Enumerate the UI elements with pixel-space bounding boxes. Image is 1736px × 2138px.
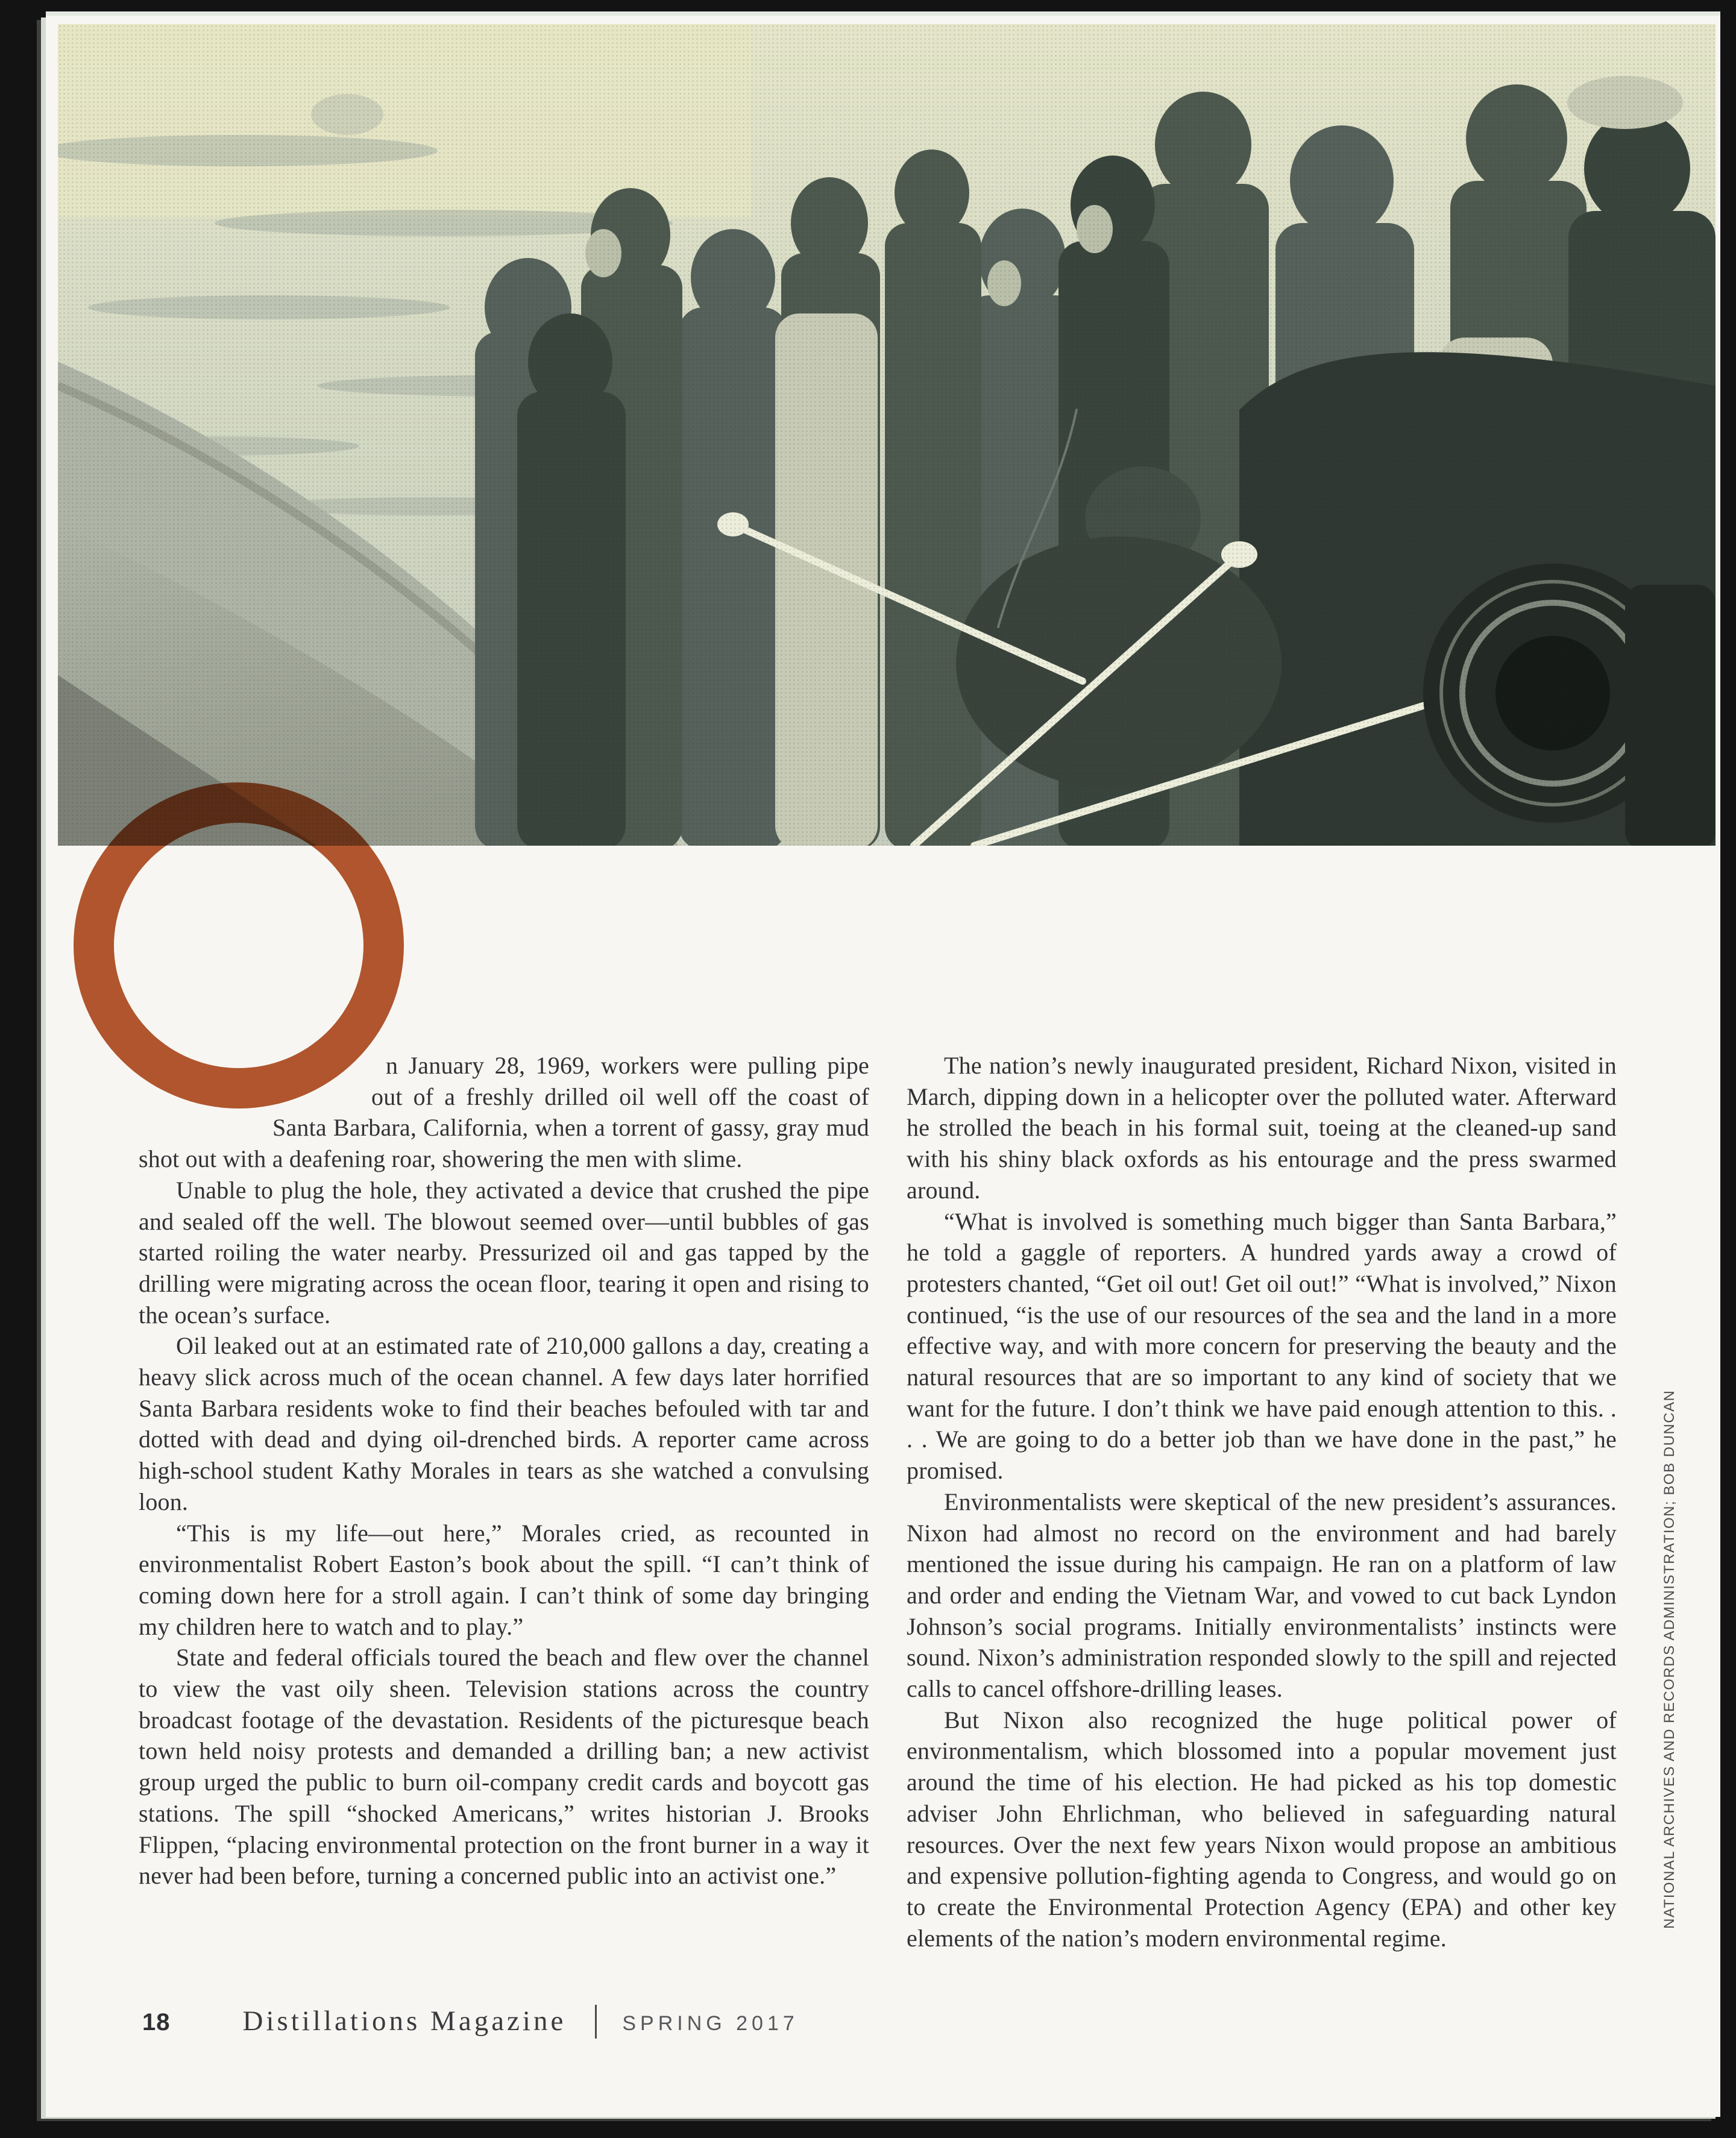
drop-cap-wrap-spacer xyxy=(139,1081,371,1111)
footer-divider xyxy=(595,2005,597,2039)
page-number: 18 xyxy=(142,2009,171,2036)
magazine-title: Distillations Magazine xyxy=(242,2005,567,2037)
issue-label: SPRING 2017 xyxy=(622,2012,799,2035)
photo-sun-glare xyxy=(58,24,751,217)
paragraph: n January 28, 1969, workers were pulling pipe out of a freshly drilled oil well off the coast of Santa Barbara, California, when a torrent of gassy, gray mud shot out with a deafening roar, showering the men with slime. xyxy=(139,1052,869,1173)
page-sheet xyxy=(46,16,1720,2117)
drop-cap-wrap-spacer xyxy=(139,1111,272,1142)
paragraph: Environmentalists were skeptical of the new president’s assurances. Nixon had almost no record on the environment and had barely mentioned the issue during his campaign. He ran on a platform of law and order and ending the Vietnam War, and vowed to cut back Lyndon Johnson’s social programs. Initially environmentalists’ instincts were sound. Nixon’s administration responded slowly to the spill and rejected calls to cancel offshore-drilling leases. xyxy=(907,1488,1617,1703)
beach-press-photo-art xyxy=(58,24,1716,846)
page-footer xyxy=(142,2005,799,2039)
paragraph: Oil leaked out at an estimated rate of 210,000 gallons a day, creating a heavy slick across much of the ocean channel. A few days later horrified Santa Barbara residents woke to find their beaches befouled with tar and dotted with dead and dying oil-drenched birds. A reporter came across high-school student Kathy Morales in tears as she watched a convulsing loon. xyxy=(139,1332,869,1515)
paragraph: Unable to plug the hole, they activated a device that crushed the pipe and sealed off the well. The blowout seemed over—until bubbles of gas started roiling the water nearby. Pressurized oil and gas tapped by the drilling were migrating across the ocean floor, tearing it open and rising to the ocean’s surface. xyxy=(139,1176,869,1328)
paragraph: “This is my life—out here,” Morales cried, as recounted in environmentalist Robert Easton’s book about the spill. “I can’t think of coming down here for a stroll again. I can’t think of some day bringing my children here to watch and to play.” xyxy=(139,1519,869,1640)
drop-cap-wrap-spacer xyxy=(139,1050,386,1081)
paragraph: The nation’s newly inaugurated president, Richard Nixon, visited in March, dipping down in a helicopter over the polluted water. Afterward he strolled the beach in his formal suit, toeing at the cleaned-up sand with his shiny black oxfords as his entourage and the press swarmed around. xyxy=(907,1052,1617,1204)
article-column-right xyxy=(907,1050,1617,1954)
paragraph: “What is involved is something much bigger than Santa Barbara,” he told a gaggle of reporters. A hundred yards away a crowd of protesters chanted, “Get oil out! Get oil out!” “What is involved,” Nixon continued, “is the use of our resources of the sea and the land in a more effective way, and with more concern for preserving the beauty and the natural resources that are so important to any kind of society that we want for the future. I don’t think we have paid enough attention to this. . . . We are going to do a better job than we have done in the past,” he promised. xyxy=(907,1207,1617,1485)
beach-press-photo xyxy=(58,24,1716,846)
photo-credit: NATIONAL ARCHIVES AND RECORDS ADMINISTRATION; BOB DUNCAN xyxy=(1661,1389,1678,1929)
paragraph: State and federal officials toured the beach and flew over the channel to view the vast oily sheen. Television stations across the country broadcast footage of the devastation. Residents of the picturesque beach town held noisy protests and demanded a drilling ban; a new activist group urged the public to burn oil-company credit cards and boycott gas stations. The spill “shocked Americans,” writes historian J. Brooks Flippen, “placing environmental protection on the front burner in a way it never had been before, turning a concerned public into an activist one.” xyxy=(139,1644,869,1890)
paragraph: But Nixon also recognized the huge political power of environmentalism, which blossomed into a popular movement just around the time of his election. He had picked as his top domestic adviser John Ehrlichman, who believed in safeguarding natural resources. Over the next few years Nixon would propose an ambitious and expensive pollution-fighting agenda to Congress, and would go on to create the Environmental Protection Agency (EPA) and other key elements of the nation’s modern environmental regime. xyxy=(907,1706,1617,1952)
article-column-left xyxy=(139,1050,869,1891)
